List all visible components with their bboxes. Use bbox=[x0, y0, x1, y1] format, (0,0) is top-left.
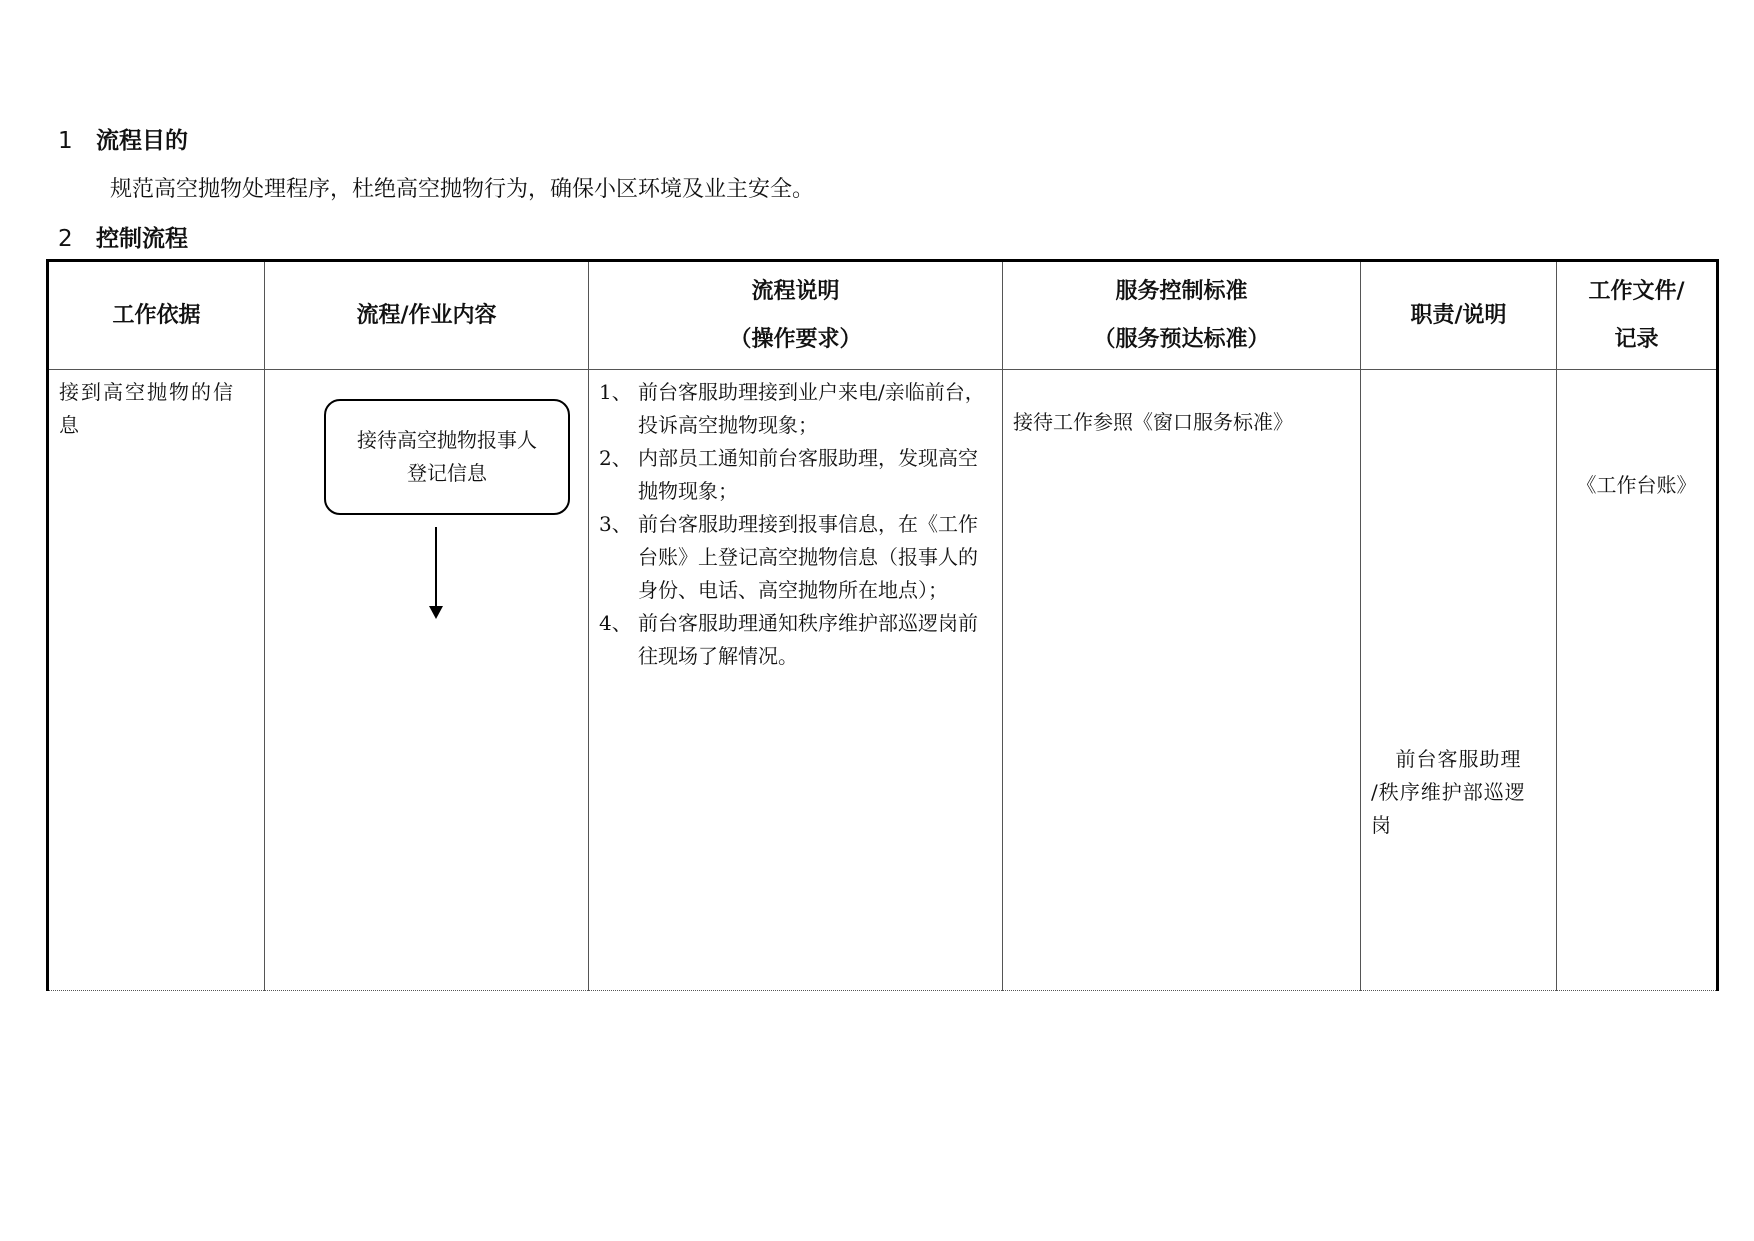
flow-step-line1: 接待高空抛物报事人 bbox=[357, 428, 537, 452]
section-title: 流程目的 bbox=[96, 128, 188, 154]
header-description-line2: （操作要求） bbox=[729, 326, 862, 352]
step-number: 1、 bbox=[599, 380, 632, 404]
section-number: 2 bbox=[58, 226, 73, 252]
duty-line1: 前台客服助理 bbox=[1395, 746, 1522, 771]
header-description-line1: 流程说明 bbox=[751, 278, 840, 304]
duty-cell bbox=[1361, 370, 1557, 991]
flow-arrow-line bbox=[435, 527, 437, 609]
basis-cell: 接到高空抛物的信息 bbox=[48, 370, 265, 991]
step-number: 2、 bbox=[599, 446, 632, 470]
header-standard-line2: （服务预达标准） bbox=[1093, 326, 1270, 352]
flow-step-line2: 登记信息 bbox=[407, 461, 487, 485]
purpose-paragraph: 规范高空抛物处理程序，杜绝高空抛物行为，确保小区环境及业主安全。 bbox=[110, 177, 815, 202]
section-1-heading bbox=[58, 122, 188, 155]
section-2-heading bbox=[58, 220, 188, 253]
header-standard-line1: 服务控制标准 bbox=[1115, 278, 1248, 304]
record-cell: 《工作台账》 bbox=[1557, 370, 1718, 991]
table-header-row bbox=[48, 261, 1718, 370]
header-duty: 职责/说明 bbox=[1361, 261, 1557, 370]
list-item bbox=[599, 508, 992, 607]
step-text: 前台客服助理接到业户来电/亲临前台，投诉高空抛物现象； bbox=[638, 380, 985, 437]
standard-cell: 接待工作参照《窗口服务标准》 bbox=[1003, 370, 1361, 991]
header-record-line1: 工作文件/ bbox=[1588, 278, 1685, 304]
list-item bbox=[599, 442, 992, 508]
flow-cell bbox=[265, 370, 589, 991]
flow-step-box bbox=[324, 399, 570, 515]
list-item bbox=[599, 376, 992, 442]
step-number: 3、 bbox=[599, 512, 632, 536]
description-cell bbox=[589, 370, 1003, 991]
step-text: 前台客服助理通知秩序维护部巡逻岗前往现场了解情况。 bbox=[638, 611, 978, 668]
section-number: 1 bbox=[58, 128, 73, 154]
duty-line2: /秩序维护部巡逻岗 bbox=[1371, 779, 1526, 837]
header-basis: 工作依据 bbox=[48, 261, 265, 370]
section-title: 控制流程 bbox=[96, 226, 188, 252]
list-item bbox=[599, 607, 992, 673]
header-content: 流程/作业内容 bbox=[265, 261, 589, 370]
process-table bbox=[46, 259, 1719, 991]
header-standard bbox=[1003, 261, 1361, 370]
header-description bbox=[589, 261, 1003, 370]
steps-list bbox=[599, 376, 992, 673]
header-record-line2: 记录 bbox=[1614, 326, 1659, 352]
step-number: 4、 bbox=[599, 611, 632, 635]
down-arrow-icon bbox=[429, 606, 443, 619]
header-record bbox=[1557, 261, 1718, 370]
step-text: 前台客服助理接到报事信息，在《工作台账》上登记高空抛物信息（报事人的身份、电话、高空抛物所在地点）； bbox=[638, 512, 978, 602]
table-row bbox=[48, 370, 1718, 991]
step-text: 内部员工通知前台客服助理，发现高空抛物现象； bbox=[638, 446, 978, 503]
